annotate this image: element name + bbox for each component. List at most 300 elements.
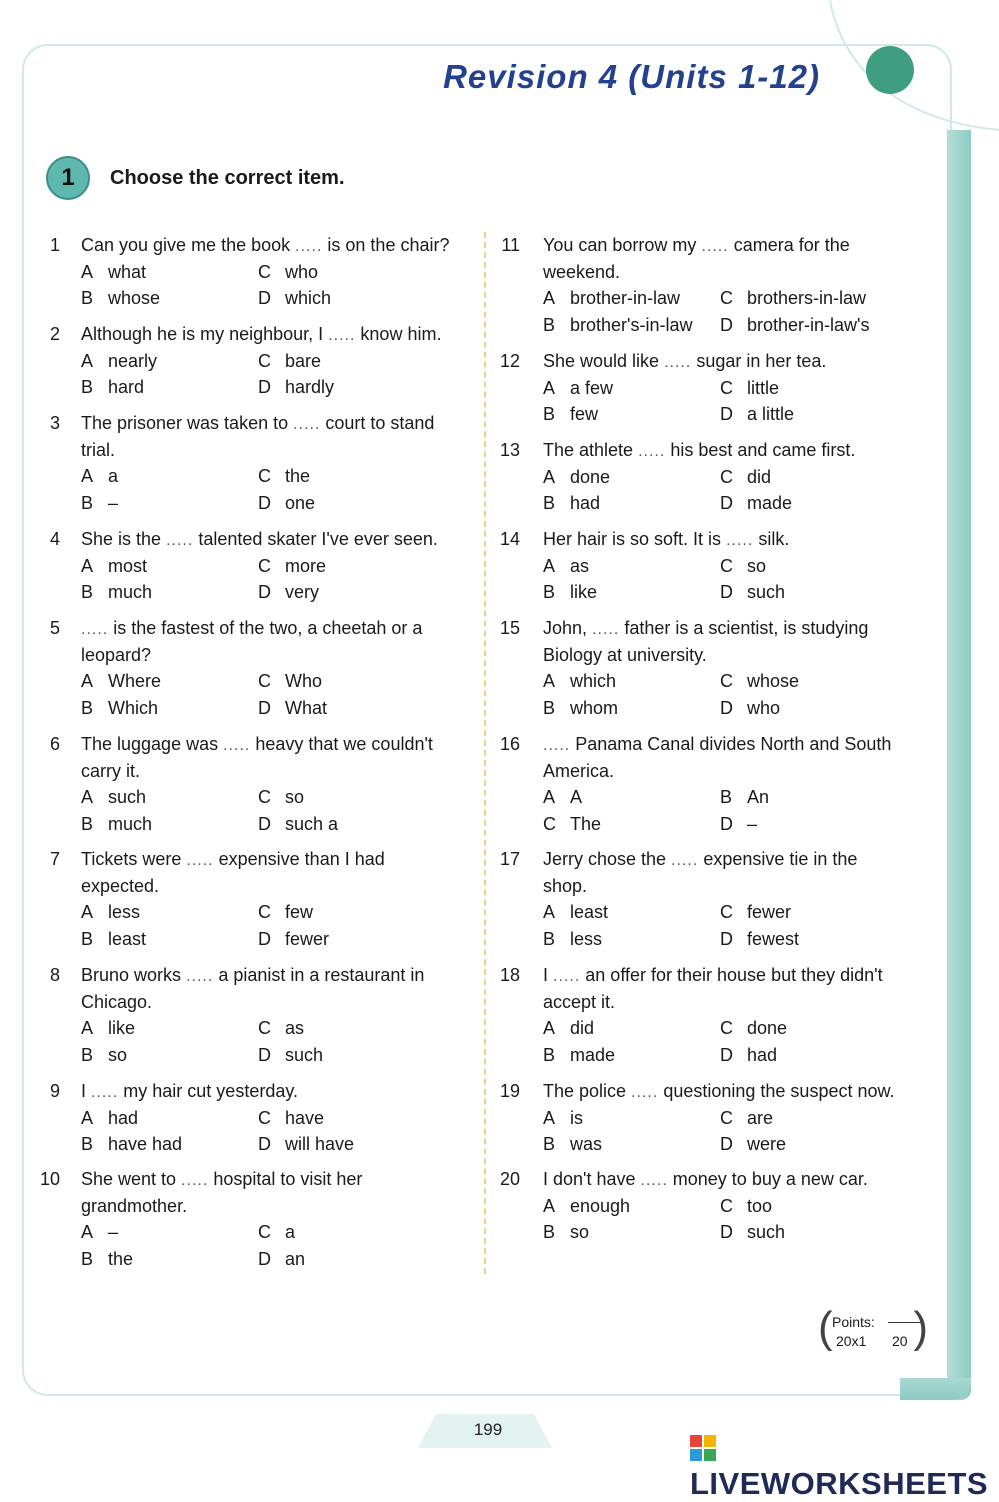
question-number: 15 [500,618,521,638]
option-text: A [570,787,583,807]
option-d[interactable] [720,1042,777,1069]
option-d[interactable] [258,695,327,722]
option-b[interactable] [81,490,118,517]
option-d[interactable] [258,285,331,312]
option-letter: A [81,555,94,576]
question-number: 19 [500,1081,521,1101]
option-letter: B [81,813,94,834]
answer-blank[interactable]: ..... [295,238,323,255]
option-text: few [570,404,599,424]
answer-blank[interactable]: ..... [592,621,620,638]
option-c[interactable] [720,375,779,402]
option-text: as [570,555,590,576]
option-text: made [747,493,793,513]
option-text: – [108,492,119,513]
option-a[interactable] [543,784,582,811]
option-b[interactable] [81,811,152,838]
option-a[interactable] [543,375,613,402]
option-text: few [285,902,314,922]
option-letter: A [543,377,556,398]
question-number: 12 [500,351,521,371]
question-number: 13 [500,440,521,460]
option-letter: C [258,350,271,371]
option-a[interactable] [543,1105,583,1132]
option-text: whose [747,671,800,691]
answer-blank[interactable]: ..... [726,532,754,549]
option-b[interactable] [81,926,146,953]
option-c[interactable] [720,1015,787,1042]
option-letter: A [81,787,94,807]
question-stem [81,321,441,350]
option-letter: D [720,928,733,949]
question-stem [543,846,857,875]
option-text: did [570,1018,595,1038]
option-letter: A [543,288,556,308]
stem-text-end: is on the chair? [327,235,450,255]
option-text: least [570,902,609,922]
question-stem [81,962,424,991]
stem-text-end: Panama Canal divides North and South [575,734,892,754]
option-text: whom [570,697,619,718]
option-text: brothers-in-law [747,288,867,308]
option-b[interactable] [81,579,152,606]
answer-blank[interactable]: ..... [181,1172,209,1189]
stem-text-end: know him. [360,324,442,344]
option-c[interactable] [258,463,310,490]
option-text: too [747,1195,773,1216]
option-text: such a [285,813,339,834]
question-number: 3 [49,413,60,433]
option-letter: A [543,787,556,807]
question-number: 20 [500,1169,521,1189]
points-box [818,1303,930,1356]
option-text: so [108,1044,128,1065]
stem-continuation: Biology at university. [543,644,707,665]
stem-continuation: Chicago. [81,991,153,1012]
option-a[interactable] [543,1193,630,1220]
stem-text-start: Jerry chose the [543,849,667,869]
option-text: the [108,1248,134,1269]
answer-blank[interactable]: ..... [186,968,214,985]
question-stem [543,526,789,555]
option-letter: A [81,350,94,371]
option-text: so [570,1222,590,1242]
option-d[interactable] [720,695,780,722]
option-a[interactable] [543,668,616,695]
option-text: which [570,671,617,691]
option-a[interactable] [81,1015,135,1042]
option-a[interactable] [81,784,146,811]
option-text: whose [108,288,161,308]
option-d[interactable] [258,374,334,401]
option-b[interactable] [543,401,598,428]
option-a[interactable] [81,553,147,580]
option-c[interactable] [258,1219,295,1246]
option-letter: C [258,555,271,576]
option-text: enough [570,1195,631,1216]
stem-text-start: John, [543,618,588,638]
option-d[interactable] [720,579,785,606]
option-b[interactable] [543,1131,602,1158]
question-number: 5 [49,618,60,638]
page-edge-band [947,130,971,1400]
option-a[interactable] [81,463,118,490]
stem-text-end: father is a scientist, is studying [624,618,869,638]
option-letter: D [720,493,733,513]
option-text: least [108,928,147,949]
option-b[interactable] [543,926,602,953]
stem-text-end: talented skater I've ever seen. [198,529,438,549]
answer-blank[interactable]: ..... [543,737,571,754]
option-d[interactable] [258,579,319,606]
option-d[interactable] [258,490,315,517]
option-d[interactable] [720,1131,786,1158]
option-b[interactable] [543,579,597,606]
answer-blank[interactable]: ..... [638,443,666,460]
option-text: have [285,1107,325,1128]
option-c[interactable] [258,784,304,811]
option-b[interactable] [81,695,158,722]
answer-blank[interactable]: ..... [640,1172,668,1189]
option-text: like [108,1018,136,1038]
option-letter: B [81,697,94,718]
question-stem [543,962,883,991]
option-a[interactable] [81,348,157,375]
option-d[interactable] [258,1131,354,1158]
option-letter: C [720,1195,733,1216]
option-text: less [108,902,141,922]
option-letter: D [258,1134,271,1154]
answer-blank[interactable]: ..... [631,1084,659,1101]
stem-text-start: Tickets were [81,849,182,869]
option-letter: B [81,1134,94,1154]
option-letter: D [258,928,271,949]
option-letter: B [81,1044,94,1065]
option-a[interactable] [543,553,589,580]
option-text: done [747,1018,788,1038]
option-c[interactable] [720,1105,773,1132]
stem-text-start: I [543,965,549,985]
stem-continuation: weekend. [543,261,621,282]
answer-blank[interactable]: ..... [701,238,729,255]
stem-text-start: The police [543,1081,627,1101]
page-title: Revision 4 (Units 1-12) [443,58,820,95]
stem-text-start: She is the [81,529,162,549]
option-a[interactable] [543,1015,594,1042]
option-c[interactable] [720,668,799,695]
option-text: brother-in-law [570,288,681,308]
exercise-number-badge: 1 [46,156,90,200]
stem-text-end: money to buy a new car. [672,1169,868,1189]
option-a[interactable] [543,899,608,926]
option-b[interactable] [81,1042,127,1069]
option-letter: D [258,492,271,513]
stem-continuation: America. [543,760,615,781]
answer-blank[interactable]: ..... [186,852,214,869]
option-letter: D [720,1134,733,1154]
option-text: who [747,697,781,718]
option-letter: D [720,697,733,718]
option-b[interactable] [81,1131,182,1158]
question-number: 17 [500,849,521,869]
question-number: 6 [49,734,60,754]
stem-text-end: sugar in her tea. [696,351,827,371]
stem-text-end: silk. [758,529,790,549]
stem-continuation: trial. [81,439,116,460]
option-text: like [570,582,598,602]
answer-blank[interactable]: ..... [328,327,356,344]
option-text: an [285,1248,306,1269]
option-text: is [570,1107,583,1128]
option-text: hard [108,377,145,397]
answer-blank[interactable]: ..... [166,532,194,549]
option-c[interactable] [258,1015,304,1042]
stem-text-end: is the fastest of the two, a cheetah or a [113,618,423,638]
option-b[interactable] [81,1246,133,1273]
option-letter: A [543,555,556,576]
stem-text-start: The athlete [543,440,634,460]
option-c[interactable] [258,553,326,580]
question-stem [81,526,438,555]
option-letter: D [720,813,733,834]
answer-blank[interactable]: ..... [81,621,109,638]
stem-text-start: You can borrow my [543,235,697,255]
option-a[interactable] [81,1219,118,1246]
option-text: very [285,582,320,602]
question-stem [81,1078,298,1107]
answer-blank[interactable]: ..... [223,737,251,754]
option-text: What [285,697,328,718]
option-letter: A [543,671,556,691]
question-stem [543,615,868,644]
stem-text-end: expensive tie in the [703,849,858,869]
question-number: 11 [501,235,520,255]
option-a[interactable] [81,1105,138,1132]
question-number: 8 [49,965,60,985]
option-letter: B [543,582,556,602]
option-text: fewer [747,902,792,922]
stem-continuation: leopard? [81,644,152,665]
question-stem [543,731,891,760]
question-stem [81,410,434,439]
option-letter: B [81,288,94,308]
option-text: fewest [747,928,800,949]
option-text: a little [747,404,795,424]
stem-text-end: questioning the suspect now. [663,1081,895,1101]
option-letter: D [258,377,271,397]
option-letter: A [543,1107,556,1128]
option-c[interactable] [258,348,321,375]
option-b[interactable] [543,490,600,517]
stem-continuation: accept it. [543,991,616,1012]
answer-blank[interactable]: ..... [91,1084,119,1101]
stem-text-end: hospital to visit her [213,1169,363,1189]
question-stem [81,615,422,644]
answer-blank[interactable]: ..... [293,416,321,433]
option-d[interactable] [258,926,329,953]
stem-text-end: my hair cut yesterday. [123,1081,299,1101]
option-c[interactable] [720,553,766,580]
option-letter: C [258,902,271,922]
option-letter: A [81,1018,94,1038]
option-d[interactable] [720,490,792,517]
option-d[interactable] [720,926,799,953]
option-a[interactable] [81,259,146,286]
option-d[interactable] [720,312,869,339]
question-number: 1 [49,235,60,255]
option-text: a [285,1222,296,1242]
answer-blank[interactable]: ..... [671,852,699,869]
answer-blank[interactable]: ..... [664,354,692,371]
option-c[interactable] [258,899,313,926]
option-c[interactable] [543,811,601,838]
option-letter: D [258,582,271,602]
option-d[interactable] [720,811,757,838]
option-d[interactable] [258,1246,305,1273]
option-letter: D [258,1044,271,1065]
question-stem [81,846,385,875]
option-letter: D [258,697,271,718]
option-b[interactable] [81,285,160,312]
exercise-instruction: Choose the correct item. [110,167,345,189]
option-text: Where [108,671,162,691]
option-letter: A [543,1195,556,1216]
stem-continuation: carry it. [81,760,141,781]
page-corner-band [900,1378,971,1400]
corner-decoration [830,0,999,140]
option-letter: A [81,1107,94,1128]
stem-text-start: Although he is my neighbour, I [81,324,324,344]
option-a[interactable] [81,899,140,926]
question-stem [81,1166,362,1195]
option-b[interactable] [81,374,144,401]
option-letter: C [258,787,271,807]
option-letter: D [258,288,271,308]
option-letter: B [543,493,556,513]
option-b[interactable] [543,1042,615,1069]
stem-text-end: a pianist in a restaurant in [218,965,425,985]
option-letter: A [81,1222,94,1242]
option-letter: D [258,813,271,834]
option-a[interactable] [81,668,161,695]
right-paren: ) [913,1303,928,1352]
question-stem [81,232,449,261]
option-text: fewer [285,928,330,949]
option-text: were [747,1134,787,1154]
option-text: which [285,288,332,308]
stem-continuation: expected. [81,875,160,896]
option-letter: B [543,1044,556,1065]
option-c[interactable] [720,899,791,926]
answer-blank[interactable]: ..... [553,968,581,985]
option-letter: C [258,1222,271,1242]
option-a[interactable] [543,464,610,491]
option-text: hardly [285,377,335,397]
option-text: as [285,1018,305,1038]
option-text: a [108,466,119,486]
option-letter: B [543,314,556,335]
option-letter: D [258,1248,271,1269]
option-text: brother's-in-law [570,314,693,335]
option-letter: C [720,671,733,691]
option-letter: A [81,466,94,486]
option-c[interactable] [258,668,322,695]
option-letter: C [720,377,733,398]
option-text: – [747,813,758,834]
question-number: 9 [49,1081,60,1101]
question-stem [543,437,855,466]
stem-text-start: Her hair is so soft. It is [543,529,722,549]
option-c[interactable] [258,1105,324,1132]
option-d[interactable] [720,401,794,428]
option-letter: B [543,928,556,949]
option-text: did [747,466,772,487]
option-d[interactable] [258,1042,323,1069]
option-letter: B [81,1248,94,1269]
option-letter: B [720,787,733,807]
option-letter: C [258,1018,271,1038]
option-text: a few [570,377,614,398]
option-text: Who [285,671,323,691]
green-dot-icon [866,46,914,94]
option-letter: D [720,1044,733,1065]
stem-text-start: Bruno works [81,965,182,985]
option-b[interactable] [543,695,618,722]
column-divider [484,232,486,1274]
option-text: so [285,787,305,807]
option-letter: C [720,902,733,922]
option-c[interactable] [720,1193,772,1220]
option-a[interactable] [543,285,680,312]
option-letter: C [720,1018,733,1038]
option-letter: B [81,492,94,513]
stem-text-end: court to stand [325,413,435,433]
option-b[interactable] [543,312,692,339]
option-letter: C [258,261,271,282]
option-text: most [108,555,148,576]
option-text: nearly [108,350,158,371]
option-letter: D [720,1222,733,1242]
option-c[interactable] [720,464,771,491]
option-text: had [108,1107,139,1128]
option-text: had [570,493,601,513]
option-c[interactable] [258,259,318,286]
option-text: are [747,1107,774,1128]
question-number: 2 [49,324,60,344]
option-text: who [285,261,319,282]
option-text: much [108,813,153,834]
points-multiplier: 20x1 [836,1333,867,1349]
left-paren: ( [818,1303,833,1352]
option-text: one [285,492,316,513]
question-number: 7 [49,849,60,869]
option-text: such [108,787,147,807]
points-label: Points: [832,1314,875,1330]
question-number: 16 [500,734,521,754]
option-text: such [747,582,786,602]
option-b[interactable] [720,784,769,811]
option-letter: C [720,466,733,487]
option-b[interactable] [543,1219,589,1246]
option-c[interactable] [720,285,866,312]
stem-text-start: She went to [81,1169,177,1189]
option-text: much [108,582,153,602]
option-letter: C [258,466,271,486]
option-letter: C [258,671,271,691]
option-d[interactable] [258,811,338,838]
option-d[interactable] [720,1219,785,1246]
option-text: done [570,466,611,487]
